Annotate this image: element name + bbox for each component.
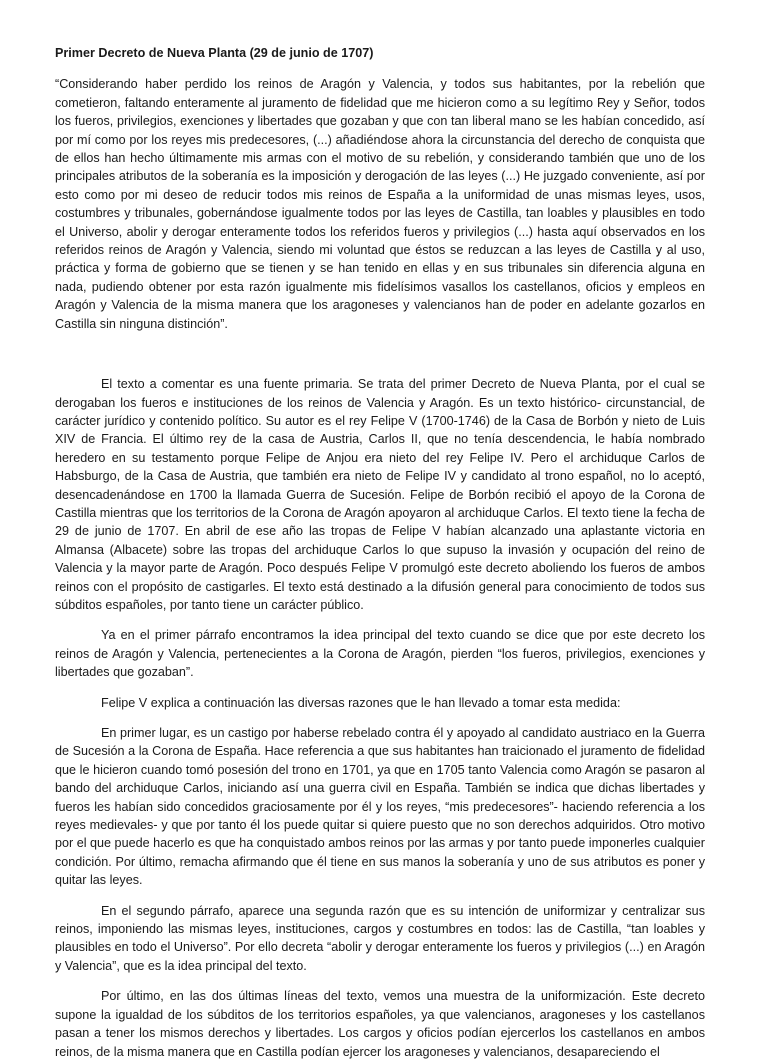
paragraph-introduction: El texto a comentar es una fuente primaria. Se trata del primer Decreto de Nueva Planta, por el cual se derogaban los fueros e instituciones de los reinos de Valencia y Aragón. Es un texto histórico- circunstancial, de carácter jurídico y contenido político. Su autor es el rey Felipe V (1700-1746) de la Casa de Borbón y nieto de Luis XIV de Francia. El último rey de la casa de Austria, Carlos II, que no tenía descendencia, le había nombrado heredero en su testamento porque Felipe de Anjou era nieto del rey Felipe IV. Pero el archiduque Carlos de Habsburgo, de la Casa de Austria, que también era nieto de Felipe IV y candidato al trono español, no lo aceptó, desencadenándose en 1700 la llamada Guerra de Sucesión. Felipe de Borbón recibió el apoyo de la Corona de Castilla mientras que los territorios de la Corona de Aragón apoyaron al archiduque Carlos. El texto tiene la fecha de 29 de junio de 1707. En abril de ese año las tropas de Felipe V habían alcanzado una aplastante victoria en Almansa (Albacete) sobre las tropas del archiduque Carlos lo que supuso la invasión y ocupación del reino de Valencia y la mayor parte de Aragón. Poco después Felipe V promulgó este decreto aboliendo los fueros de ambos reinos con el propósito de castigarles. El texto está destinado a la difusión general para conocimiento de todos sus súbditos españoles, por tanto tiene un carácter público. — [55, 377, 705, 612]
section-spacer — [55, 333, 705, 375]
document-page — [55, 44, 705, 1061]
document-title: Primer Decreto de Nueva Planta (29 de junio de 1707) — [55, 46, 374, 60]
decree-quote: “Considerando haber perdido los reinos de Aragón y Valencia, y todos sus habitantes, por la rebelión que cometieron, faltando enteramente al juramento de fidelidad que me hicieron como a su legítimo Rey y Señor, todos los fueros, privilegios, exenciones y libertades que gozaban y que con tan liberal mano se les habían concedido, así por mí como por los reyes mis predecesores, (...) añadiéndose ahora la circunstancia del derecho de conquista que de ellos han hecho últimamente mis armas con el motivo de su rebelión, y considerando también que uno de los principales atributos de la soberanía es la imposición y derogación de las leyes (...) He juzgado conveniente, así por esto como por mi deseo de reducir todos mis reinos de España a la uniformidad de unas mismas leyes, usos, costumbres y tribunales, gobernándose igualmente todos por las leyes de Castilla, tan loables y plausibles en todo el Universo, abolir y derogar enteramente todos los referidos fueros y privilegios (...) hasta aquí observados en los referidos reinos de Aragón y Valencia, siendo mi voluntad que éstos se reduzcan a las leyes de Castilla y al uso, práctica y forma de gobierno que se tienen y se han tenido en ellas y en sus tribunales sin diferencia alguna en nada, pudiendo obtener por esta razón igualmente mis fidelísimos vasallos los castellanos, oficios y empleos en Aragón y Valencia de la misma manera que los aragoneses y valencianos han de poder en adelante gozarlos en Castilla sin ninguna distinción”. — [55, 77, 705, 331]
paragraph-main-idea: Ya en el primer párrafo encontramos la idea principal del texto cuando se dice que por este decreto los reinos de Aragón y Valencia, pertenecientes a la Corona de Aragón, pierden “los fueros, privilegios, exenciones y libertades que gozaban”. — [55, 628, 705, 680]
paragraph-uniformization: Por último, en las dos últimas líneas del texto, vemos una muestra de la uniformización. Este decreto supone la igualdad de los súbditos de los territorios españoles, ya que valencianos, aragoneses y los castellanos pasan a tener los mismos derechos y libertades. Los cargos y oficios podían ejercerlos los castellanos en ambos reinos, de la misma manera que en Castilla podían ejercer los aragoneses y valencianos, desapareciendo el — [55, 989, 705, 1059]
paragraph-reasons-intro: Felipe V explica a continuación las diversas razones que le han llevado a tomar esta medida: — [101, 695, 621, 710]
paragraph-second-reason: En el segundo párrafo, aparece una segunda razón que es su intención de uniformizar y centralizar sus reinos, imponiendo las mismas leyes, instituciones, cargos y costumbres en todos: las de Castilla, “tan loables y plausibles en todo el Universo”. Por ello decreta “abolir y derogar enteramente los fueros y privilegios (...) en Aragón y Valencia”, que es la idea principal del texto. — [55, 903, 705, 973]
paragraph-first-reason: En primer lugar, es un castigo por haberse rebelado contra él y apoyado al candidato austriaco en la Guerra de Sucesión a la Corona de España. Hace referencia a que sus habitantes han traicionado el juramento de fidelidad que le hicieron cuando tomó posesión del trono en 1701, ya que en 1705 tanto Valencia como Aragón se pasaron al bando del archiduque Carlos, iniciando así una guerra civil en España. También se indica que dichas libertades y fueros les habían sido concedidos graciosamente por él y los reyes, “mis predecesores”- haciendo referencia a los reyes medievales- y que por tanto él los puede quitar si quiere puesto que no son derechos adquiridos. Otro motivo por el que puede hacerlo es que ha conquistado ambos reinos por las armas y por tanto puede imponerles cualquier condición. Por último, remacha afirmando que él tiene en sus manos la soberanía y uno de sus atributos es poner y quitar las leyes. — [55, 726, 705, 888]
